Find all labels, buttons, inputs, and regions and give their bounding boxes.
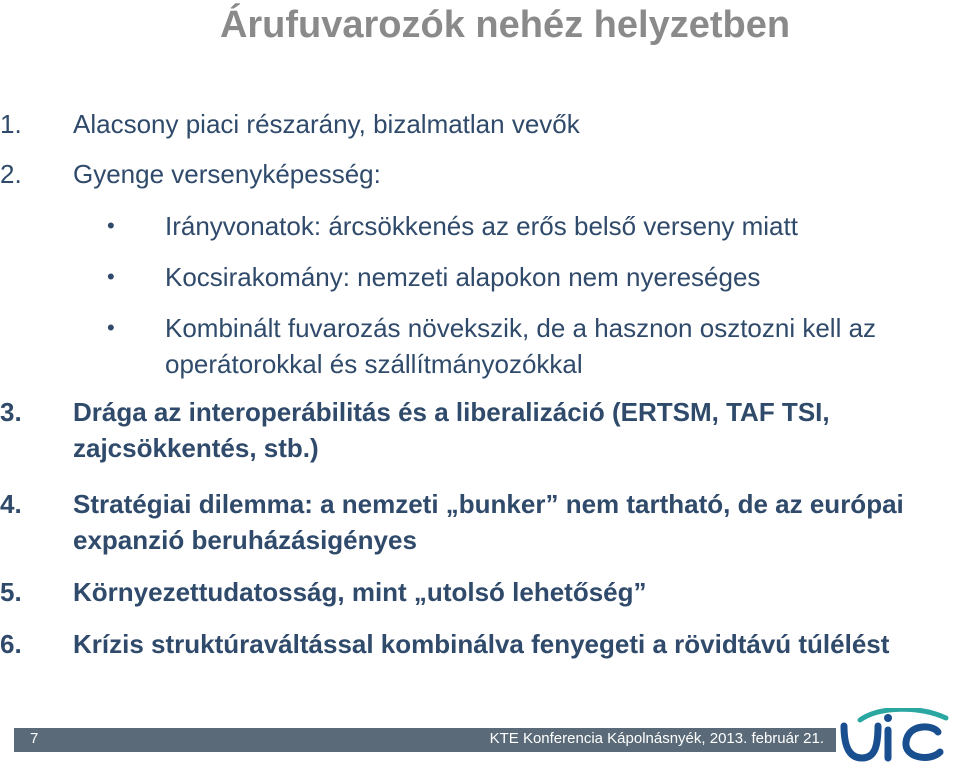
- list-item-3: [0, 394, 960, 466]
- sub-item-text: Kombinált fuvarozás növekszik, de a hasznon osztozni kell az operátorokkal és szállítmányozókkal: [165, 313, 877, 379]
- footer-text: KTE Konferencia Kápolnásnyék, 2013. február 21.: [489, 730, 824, 747]
- sub-item-2: [107, 259, 960, 295]
- list-item-text: Alacsony piaci részarány, bizalmatlan vevők: [73, 109, 580, 139]
- page-number: 7: [30, 730, 39, 747]
- list-item-text: Drága az interoperábilitás és a liberalizáció (ERTSM, TAF TSI, zajcsökkentés, stb.): [73, 397, 830, 463]
- footer-bar: [14, 728, 836, 752]
- bullet-icon: •: [107, 315, 115, 340]
- list-item-number: 2.: [0, 159, 22, 189]
- bullet-icon: •: [107, 264, 115, 289]
- list-item-number: 3.: [0, 397, 22, 427]
- list-item-6: [0, 626, 960, 662]
- list-item-number: 1.: [0, 109, 22, 139]
- list-item-text: Gyenge versenyképesség:: [73, 159, 381, 189]
- slide-title: Árufuvarozók nehéz helyzetben: [219, 4, 791, 46]
- list-item-text: Stratégiai dilemma: a nemzeti „bunker” nem tartható, de az európai expanzió beruházásigényes: [73, 489, 904, 555]
- sub-item-3: [107, 310, 960, 382]
- uic-logo-icon: [840, 708, 952, 768]
- bullet-icon: •: [107, 213, 115, 238]
- list-item-number: 4.: [0, 489, 22, 519]
- sub-item-1: [107, 208, 960, 244]
- list-item-number: 5.: [0, 577, 22, 607]
- sub-item-text: Irányvonatok: árcsökkenés az erős belső verseny miatt: [165, 211, 798, 241]
- list-item-5: [0, 574, 960, 610]
- list-item-text: Krízis struktúraváltással kombinálva fenyegeti a rövidtávú túlélést: [73, 629, 890, 659]
- sub-item-text: Kocsirakomány: nemzeti alapokon nem nyereséges: [165, 262, 761, 292]
- list-item-number: 6.: [0, 629, 22, 659]
- list-item-4: [0, 486, 960, 558]
- list-item-1: [0, 106, 960, 142]
- list-item-text: Környezettudatosság, mint „utolsó lehetőség”: [73, 577, 647, 607]
- list-item-2: [0, 156, 960, 192]
